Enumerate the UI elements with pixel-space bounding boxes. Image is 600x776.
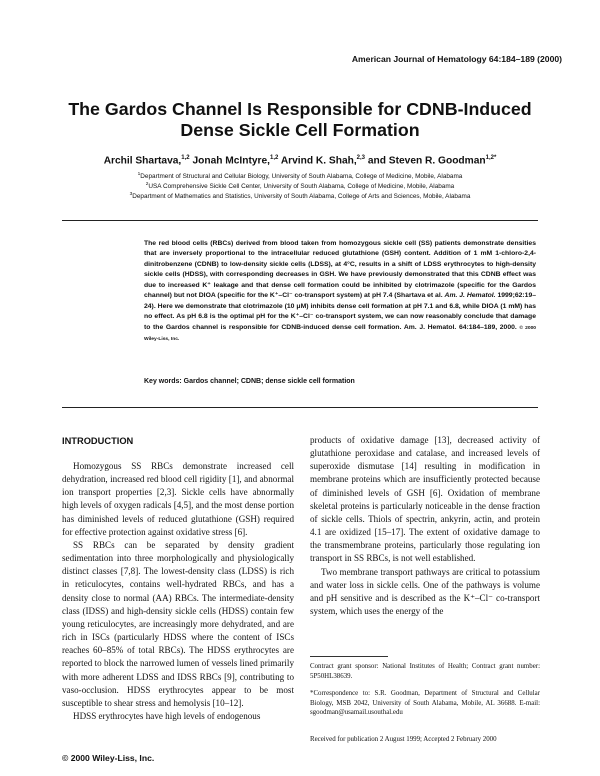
author-mcintyre: Jonah McIntyre,: [192, 155, 271, 167]
footnote-rule: [310, 656, 388, 657]
article-title: [40, 99, 560, 141]
footnote-grant: Contract grant sponsor: National Institutes of Health; Contract grant number: 5P50HL38639.: [310, 663, 540, 680]
footnote-correspondence: *Correspondence to: S.R. Goodman, Department of Structural and Cellular Biology, MSB 2042, University of South Alabama, Mobile, AL 36688. E-mail: sgoodman@usamail.usouthal.edu: [310, 690, 540, 717]
affiliation-1-text: Department of Structural and Cellular Biology, University of South Alabama, College of Medicine, Mobile, Alabama: [140, 173, 463, 181]
intro-paragraph-1: Homozygous SS RBCs demonstrate increased cell dehydration, increased red blood cell rigidity [1], and abnormal ion transport properties [2,3]. Sickle cells have abnormally high levels of oxygen radicals [4,5], and the most dense portion has diminished levels of reduced glutathione (GSH) required for effective protection against oxidative stress [6].: [62, 461, 294, 537]
affiliation-3-text: Department of Mathematics and Statistics, University of South Alabama, College of Arts and Sciences, Mobile, Alabama: [132, 193, 471, 201]
intro-paragraph-2: SS RBCs can be separated by density gradient sedimentation into three morphologically and physiologically distinct classes [7,8]. The lowest-density class (LDSS) is rich in reticulocytes, contains well-hydrated RBCs, and has a density close to normal (AA) RBCs. The intermediate-density class (IDSS) and high-density sickle cells (HDSS) contain few young reticulocytes, are increasingly more dehydrated, and are rich in ISCs (particularly HDSS where the content of ISCs reaches 60–85% of total RBCs). The HDSS erythrocytes are reported to block the narrowed lumen of vessels lined primarily with more adherent LDSS and IDSS RBCs [9], contributing to vaso-occlusion. HDSS erythrocytes appear to be most susceptible to shear stress and hemolysis [10–12].: [62, 539, 294, 708]
title-line-2: Dense Sickle Cell Formation: [180, 120, 420, 140]
divider-bottom: [62, 407, 538, 408]
author-list: [40, 155, 560, 166]
footer-copyright: © 2000 Wiley-Liss, Inc.: [62, 753, 155, 763]
footnote-received: Received for publication 2 August 1999; Accepted 2 February 2000: [310, 736, 497, 743]
affiliation-3-sup: 3: [129, 192, 133, 197]
intro-paragraph-3: HDSS erythrocytes have high levels of endogenous: [73, 710, 261, 721]
journal-citation: American Journal of Hematology 64:184–189 (2000): [351, 54, 562, 64]
abstract-journal-ref: Am. J. Hematol.: [444, 292, 496, 300]
author-shah-sup: 2,3: [356, 155, 366, 161]
author-shah: Arvind K. Shah,: [280, 155, 357, 167]
author-goodman-sup: 1,2*: [485, 155, 497, 161]
affiliation-1-sup: 1: [137, 172, 141, 177]
divider-top: [62, 220, 538, 221]
author-shartava: Archil Shartava,: [103, 155, 182, 167]
title-line-1: The Gardos Channel Is Responsible for CDNB-Induced: [68, 99, 532, 119]
body-column-left: [62, 460, 294, 723]
intro-paragraph-4: Two membrane transport pathways are critical to potassium and water loss in sickle cells. One of the pathways is volume and pH sensitive and is described as the K⁺–Cl⁻ co-transport system, which uses the energy of the: [310, 566, 540, 617]
intro-paragraph-3-continued: products of oxidative damage [13], decreased activity of glutathione peroxidase and catalase, and increased levels of superoxide dismutase [14] resulting in modification in membrane proteins which are insufficiently protected because of diminished levels of GSH [6]. Oxidation of membrane skeletal proteins is particularly noticeable in the dense fraction of sickle cells. Thiols of spectrin, ankyrin, actin, and protein 4.1 are oxidized [15–17]. The extent of oxidative damage to the transmembrane proteins, particularly those regulating ion transport in SS RBCs, is not well established.: [310, 435, 540, 564]
affiliation-3: [40, 190, 560, 201]
author-mcintyre-sup: 1,2: [270, 155, 279, 161]
section-heading-introduction: INTRODUCTION: [62, 436, 134, 446]
keywords: Key words: Gardos channel; CDNB; dense sickle cell formation: [144, 378, 355, 385]
affiliation-2-text: USA Comprehensive Sickle Cell Center, University of South Alabama, College of Medicine, Mobile, Alabama: [148, 183, 455, 191]
abstract-copyright: © 2000 Wiley-Liss, Inc.: [144, 325, 537, 343]
affiliation-2-sup: 2: [145, 182, 149, 187]
author-shartava-sup: 1,2: [181, 155, 190, 161]
author-goodman: and Steven R. Goodman: [367, 155, 486, 167]
abstract-part-2: 1999;62:19–24). Here we demonstrate that clotrimazole (10 μM) inhibits dense cell formation at pH 7.1 and 6.8, while DIOA (1 mM) has no effect. As pH 6.8 is the optimal pH for the K⁺–Cl⁻ co-transport system, we can now reasonably conclude that damage to the Gardos channel is responsible for CDNB-induced dense cell formation. Am. J. Hematol. 64:184–189, 2000.: [144, 292, 537, 331]
abstract-part-1: The red blood cells (RBCs) derived from blood taken from homozygous sickle cell (SS) patients demonstrate densities that are inversely proportional to the intracellular reduced glutathione (GSH) content. Addition of 1 mM 1-chloro-2,4-dinitrobenzene (CDNB) to low-density sickle cells (LDSS), at 4°C, results in a shift of LDSS erythrocytes to high-density sickle cells (HDSS), with corresponding decreases in GSH. We have previously demonstrated that this CDNB effect was due to increased K⁺ leakage and that dense cell formation could be inhibited by clotrimazole (specific for the Gardos channel) but not DIOA (specific for the K⁺–Cl⁻ co-transport system) at pH 7.4 (Shartava et al.: [144, 240, 536, 300]
abstract: [144, 239, 536, 346]
body-column-right: [310, 434, 540, 618]
